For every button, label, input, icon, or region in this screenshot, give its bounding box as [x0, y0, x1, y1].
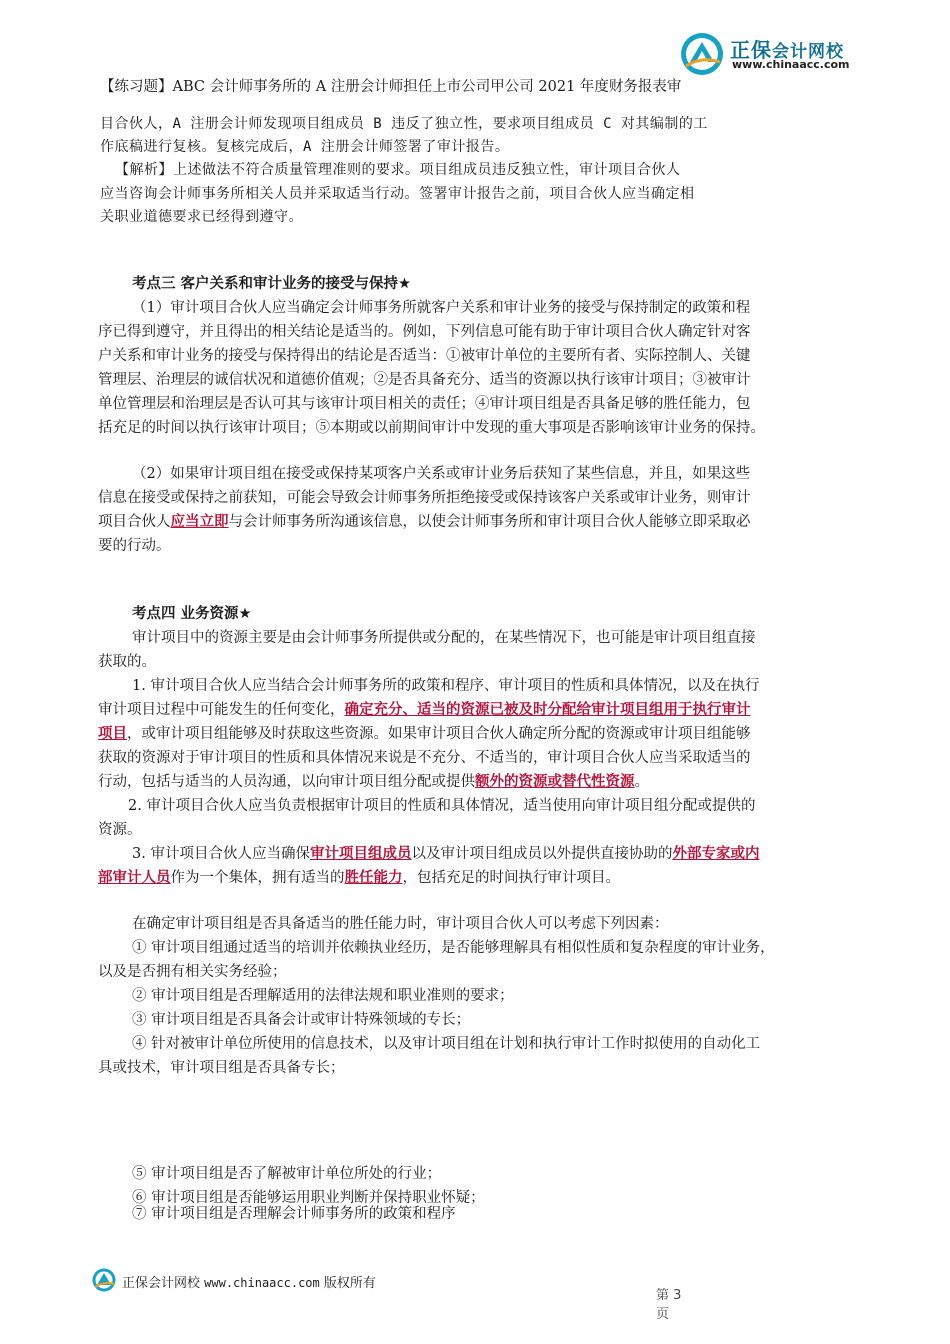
- analysis-line: 【解析】上述做法不符合质量管理准则的要求。项目组成员违反独立性，审计项目合伙人: [115, 162, 681, 178]
- page-number: 第 3 页: [656, 1288, 682, 1322]
- factor-item: ① 审计项目组通过适当的培训并依赖执业经历，是否能够理解具有相似性质和复杂程度的审计业务，: [132, 940, 775, 956]
- factor-item: ⑤ 审计项目组是否了解被审计单位所处的行业；: [132, 1166, 442, 1182]
- paragraph-line: 序已得到遵守，并且得出的相关结论是适当的。例如，下列信息可能有助于审计项目合伙人确定针对客: [98, 324, 751, 340]
- clipped-top-line: 【练习题】ABC 会计师事务所的 A 注册会计师担任上市公司甲公司 2021 年度财务报表审: [100, 79, 682, 95]
- factor-item: ④ 针对被审计单位所使用的信息技术，以及审计项目组在计划和执行审计工作时拟使用的自动化工: [132, 1036, 761, 1052]
- paragraph-line: 获取的。: [98, 654, 156, 670]
- paragraph-line: 项目，或审计项目组能够及时获取这些资源。如果审计项目合伙人确定所分配的资源或审计项目组能够: [98, 725, 751, 742]
- paragraph-line: 在确定审计项目组是否具备适当的胜任能力时，审计项目合伙人可以考虑下列因素：: [132, 916, 669, 932]
- clipped-bottom-line: ⑦ 审计项目组是否理解会计师事务所的政策和程序: [132, 1206, 456, 1222]
- highlight-resources-cont: 项目: [98, 725, 127, 742]
- paragraph-line: （1）审计项目合伙人应当确定会计师事务所就客户关系和审计业务的接受与保持制定的政策和程: [132, 300, 751, 316]
- factor-item: ② 审计项目组是否理解适用的法律法规和职业准则的要求；: [132, 988, 514, 1004]
- highlight-immediately: 应当立即: [170, 513, 229, 530]
- highlight-competence: 胜任能力: [344, 869, 403, 886]
- section-heading: 考点三 客户关系和审计业务的接受与保持★: [132, 276, 412, 292]
- paragraph-line: 管理层、治理层的诚信状况和道德价值观；②是否具备充分、适当的资源以执行该审计项目；③被审计: [98, 372, 751, 388]
- paragraph-line: 1. 审计项目合伙人应当结合会计师事务所的政策和程序、审计项目的性质和具体情况，以及在执行: [132, 678, 760, 694]
- paragraph-line: 资源。: [98, 822, 142, 838]
- paragraph-line: 部审计人员作为一个集体，拥有适当的胜任能力，包括充足的时间执行审计项目。: [98, 869, 620, 886]
- highlight-team-members: 审计项目组成员: [309, 845, 412, 862]
- paragraph-line: 行动，包括与适当的人员沟通，以向审计项目组分配或提供额外的资源或替代性资源。: [98, 773, 649, 790]
- paragraph-line: （2）如果审计项目组在接受或保持某项客户关系或审计业务后获知了某些信息，并且，如果这些: [132, 466, 751, 482]
- exercise-line: 目合伙人，A 注册会计师发现项目组成员 B 违反了独立性，要求项目组成员 C 对其编制的工: [100, 116, 708, 132]
- section-heading: 考点四 业务资源★: [132, 606, 252, 622]
- paragraph-line: 审计项目中的资源主要是由会计师事务所提供或分配的，在某些情况下，也可能是审计项目组直接: [132, 630, 756, 646]
- paragraph-line: 3. 审计项目合伙人应当确保审计项目组成员以及审计项目组成员以外提供直接协助的外部专家或内: [132, 845, 760, 862]
- brand-url: www.chinaacc.com: [732, 58, 850, 71]
- analysis-line: 关职业道德要求已经得到遵守。: [100, 209, 303, 225]
- exercise-line: 作底稿进行复核。复核完成后，A 注册会计师签署了审计报告。: [100, 139, 510, 155]
- paragraph-line: 要的行动。: [98, 538, 171, 554]
- paragraph-line: 2. 审计项目合伙人应当负责根据审计项目的性质和具体情况，适当使用向审计项目组分配或提供的: [128, 798, 756, 814]
- factor-item: 具或技术，审计项目组是否具备专长；: [98, 1060, 345, 1076]
- brand-name: 正保会计网校: [730, 38, 844, 62]
- brand-logo: [680, 32, 870, 76]
- paragraph-line: 信息在接受或保持之前获知，可能会导致会计师事务所拒绝接受或保持该客户关系或审计业务，则审计: [98, 490, 751, 506]
- footer-copyright: 正保会计网校 www.chinaacc.com 版权所有: [122, 1276, 376, 1291]
- factor-item: 以及是否拥有相关实务经验；: [98, 964, 287, 980]
- paragraph-line: 户关系和审计业务的接受与保持得出的结论是否适当：①被审计单位的主要所有者、实际控制人、关键: [98, 348, 751, 364]
- factor-item: ⑥ 审计项目组是否能够运用职业判断并保持职业怀疑；: [132, 1190, 485, 1206]
- highlight-internal-auditors: 部审计人员: [98, 869, 171, 886]
- highlight-external-experts: 外部专家或内: [672, 845, 760, 862]
- footer-logo-icon: [92, 1268, 116, 1292]
- paragraph-line: 获取的资源对于审计项目的性质和具体情况来说是不充分、不适当的，审计项目合伙人应当采取适当的: [98, 750, 751, 766]
- paragraph-line: 项目合伙人应当立即与会计师事务所沟通该信息，以使会计师事务所和审计项目合伙人能够立即采取必: [98, 513, 751, 530]
- highlight-additional-resources: 额外的资源或替代性资源: [475, 773, 635, 790]
- paragraph-line: 括充足的时间以执行该审计项目；⑤本期或以前期间审计中发现的重大事项是否影响该审计业务的保持。: [98, 420, 765, 436]
- analysis-line: 应当咨询会计师事务所相关人员并采取适当行动。签署审计报告之前，项目合伙人应当确定相: [100, 186, 695, 202]
- paragraph-line: 单位管理层和治理层是否认可其与该审计项目相关的责任；④审计项目组是否具备足够的胜任能力，包: [98, 396, 751, 412]
- logo-icon: [680, 32, 724, 76]
- paragraph-line: 审计项目过程中可能发生的任何变化，确定充分、适当的资源已被及时分配给审计项目组用于执行审计: [98, 701, 751, 718]
- highlight-resources: 确定充分、适当的资源已被及时分配给审计项目组用于执行审计: [344, 701, 751, 718]
- factor-item: ③ 审计项目组是否具备会计或审计特殊领域的专长；: [132, 1012, 471, 1028]
